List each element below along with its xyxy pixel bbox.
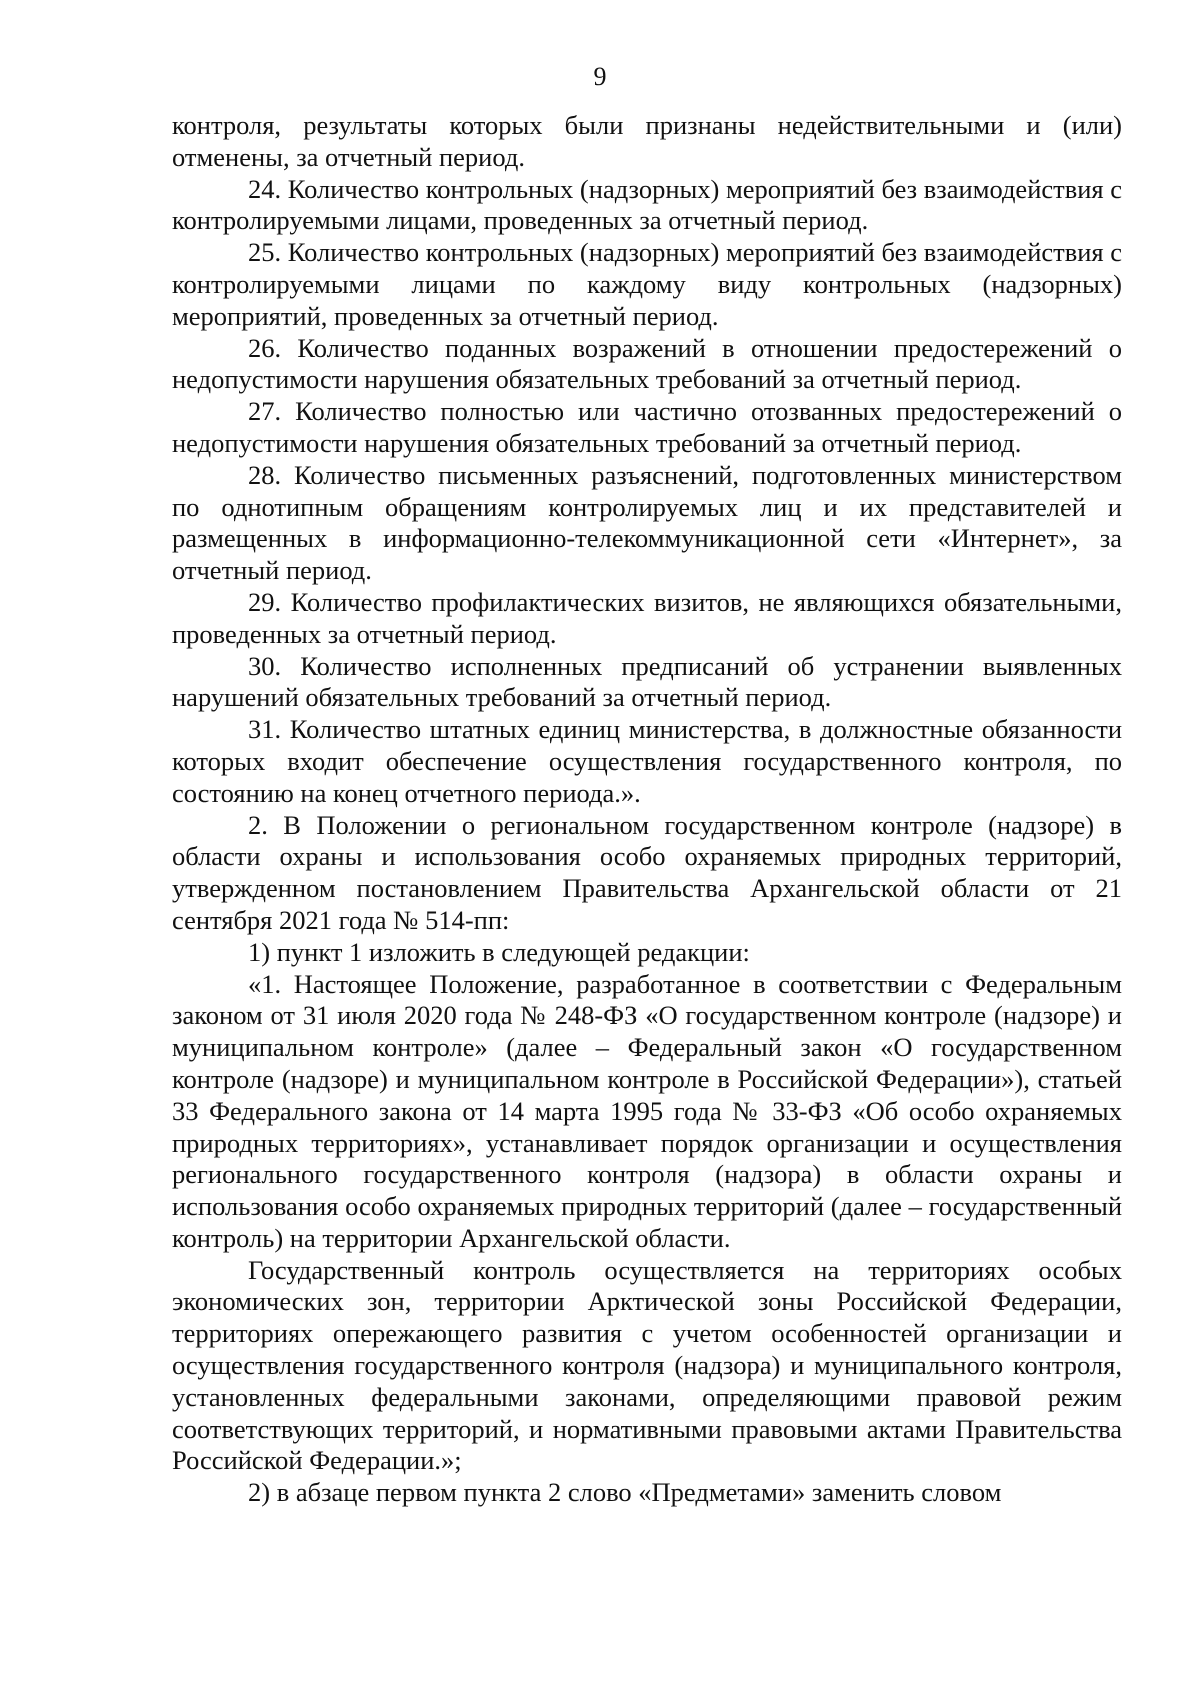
paragraph-item-27: 27. Количество полностью или частично отозванных предостережений о недопустимости нарушения обязательных требований за отчетный период. bbox=[172, 396, 1122, 458]
paragraph-item-28: 28. Количество письменных разъяснений, подготовленных министерством по однотипным обращениям контролируемых лиц и их представителей и размещенных в информационно-телекоммуникационной сети «Интернет», за отчетный период. bbox=[172, 459, 1122, 586]
paragraph-subitem-2: 2) в абзаце первом пункта 2 слово «Предметами» заменить словом bbox=[248, 1477, 1002, 1508]
paragraph-quoted-clause-1: «1. Настоящее Положение, разработанное в соответствии с Федеральным законом от 31 июля 2020 года № 248-ФЗ «О государственном контроле (надзоре) и муниципальном контроле» (далее – Федеральный закон «О государственном контроле (надзоре) и муниципальном контроле в Российской Федерации»), статьей 33 Федерального закона от 14 марта 1995 года № 33-ФЗ «Об особо охраняемых природных территориях», устанавливает порядок организации и осуществления регионального государственного контроля (надзора) в области охраны и использования особо охраняемых природных территорий (далее – государственный контроль) на территории Архангельской области. bbox=[172, 968, 1122, 1253]
paragraph-state-control: Государственный контроль осуществляется на территориях особых экономических зон, территории Арктической зоны Российской Федерации, территориях опережающего развития с учетом особенностей организации и осуществления государственного контроля (надзора) и муниципального контроля, установленных федеральными законами, определяющими правовой режим соответствующих территорий, и нормативными правовыми актами Правительства Российской Федерации.»; bbox=[172, 1254, 1122, 1476]
paragraph-continuation: контроля, результаты которых были признаны недействительными и (или) отменены, за отчетный период. bbox=[172, 110, 1122, 172]
page-number: 9 bbox=[593, 62, 607, 91]
paragraph-item-30: 30. Количество исполненных предписаний об устранении выявленных нарушений обязательных требований за отчетный период. bbox=[172, 650, 1122, 713]
paragraph-item-31: 31. Количество штатных единиц министерства, в должностные обязанности которых входит обеспечение осуществления государственного контроля, по состоянию на конец отчетного периода.». bbox=[172, 714, 1122, 808]
paragraph-subitem-1: 1) пункт 1 изложить в следующей редакции: bbox=[248, 936, 750, 967]
paragraph-item-25: 25. Количество контрольных (надзорных) мероприятий без взаимодействия с контролируемыми лицами по каждому виду контрольных (надзорных) мероприятий, проведенных за отчетный период. bbox=[172, 237, 1122, 331]
document-body bbox=[172, 110, 1122, 1509]
paragraph-item-26: 26. Количество поданных возражений в отношении предостережений о недопустимости нарушения обязательных требований за отчетный период. bbox=[172, 332, 1122, 395]
paragraph-item-29: 29. Количество профилактических визитов, не являющихся обязательными, проведенных за отчетный период. bbox=[172, 586, 1122, 649]
paragraph-item-24: 24. Количество контрольных (надзорных) мероприятий без взаимодействия с контролируемыми лицами, проведенных за отчетный период. bbox=[172, 173, 1122, 236]
paragraph-section-2: 2. В Положении о региональном государственном контроле (надзоре) в области охраны и использования особо охраняемых природных территорий, утвержденном постановлением Правительства Архангельской области от 21 сентября 2021 года № 514-пп: bbox=[172, 809, 1122, 935]
